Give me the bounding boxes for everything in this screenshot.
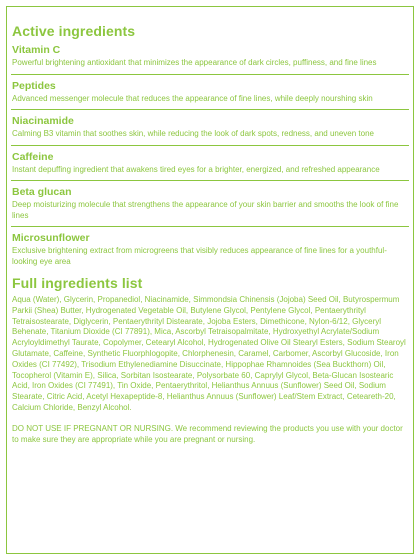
ingredients-panel: [6, 6, 414, 554]
divider: [11, 74, 409, 75]
ingredient-description: Exclusive brightening extract from microgreens that visibly reduces appearance of fine lines for a youthful-looking eye area: [12, 246, 387, 266]
ingredient-name: Niacinamide: [12, 115, 74, 127]
ingredient-description: Deep moisturizing molecule that strengthens the appearance of your skin barrier and smooths the look of fine lines: [12, 200, 399, 220]
ingredient-name: Vitamin C: [12, 44, 61, 56]
ingredient-item-beta-glucan: [12, 186, 408, 221]
ingredient-name: Beta glucan: [12, 186, 72, 198]
ingredient-description: Advanced messenger molecule that reduces the appearance of fine lines, while deeply nourshing skin: [12, 93, 373, 103]
ingredient-name: Microsunflower: [12, 232, 90, 244]
ingredient-description: Powerful brightening antioxidant that minimizes the appearance of dark circles, puffiness, and fine lines: [12, 58, 377, 67]
ingredient-item-microsunflower: [12, 232, 408, 267]
ingredient-item-vitamin-c: [12, 44, 408, 69]
full-ingredients-heading: Full ingredients list: [12, 275, 143, 291]
ingredient-item-caffeine: [12, 151, 408, 176]
pregnancy-warning: DO NOT USE IF PREGNANT OR NURSING. We recommend reviewing the products you use with your doctor to make sure they are appropriate while you are pregnant or nursing.: [12, 423, 403, 444]
divider: [11, 226, 409, 227]
ingredient-item-niacinamide: [12, 115, 408, 140]
divider: [11, 180, 409, 181]
ingredient-name: Caffeine: [12, 150, 54, 163]
full-ingredients-list: Aqua (Water), Glycerin, Propanediol, Niacinamide, Simmondsia Chinensis (Jojoba) Seed Oil, Butyrospermum Parkii (Shea) Butter, Hydrogenated Vegetable Oil, Butylene Glycol, Pentylene Glycol, Pentaerythrityl Tetraisostearate, Diglycerin, Pentaerythrityl Distearate, Jojoba Esters, Dimethicone, Nylon-6/12, Glyceryl Behenate, Titanium Dioxide (CI 77891), Mica, Ascorbyl Tetraisopalmitate, Hydroxyethyl Acrylate/Sodium Acryloyldimethyl Taurate, Copolymer, Cetearyl Alcohol, Hydrogenated Olive Oil Stearyl Esters, Sodium Stearoyl Glutamate, Caffeine, Synthetic Fluorphlogopite, Chlorphenesin, Caramel, Carbomer, Ascorbyl Glucoside, Iron Oxides (CI 77492), Trisodium Ethylenediamine Disuccinate, Hippophae Rhamnoides (Sea Buckthorn) Oil, Tocopherol (Vitamin E), Silica, Sorbitan Isostearate, Polysorbate 60, Caprylyl Glycol, Beta-Glucan Isostearic Acid, Iron Oxides (CI 77491), Tin Oxide, Pentaerythritol, Helianthus Annuus (Sunflower) Seed Oil, Sodium Stearate, Citric Acid, Acetyl Hexapeptide-8, Helianthus Annuus (Sunflower) Leaf/Stem Extract, Ceteareth-20, Calcium Chloride, Benzyl Alcohol.: [12, 295, 406, 412]
ingredient-item-peptides: [12, 80, 408, 105]
ingredient-name: Peptides: [12, 79, 56, 92]
ingredient-description: Instant depuffing ingredient that awakens tired eyes for a brighter, energized, and refreshed appearance: [12, 164, 380, 174]
active-ingredients-heading: Active ingredients: [12, 23, 136, 39]
divider: [11, 109, 409, 110]
divider: [11, 145, 409, 146]
ingredient-description: Calming B3 vitamin that soothes skin, while reducing the look of dark spots, redness, and uneven tone: [12, 129, 374, 138]
